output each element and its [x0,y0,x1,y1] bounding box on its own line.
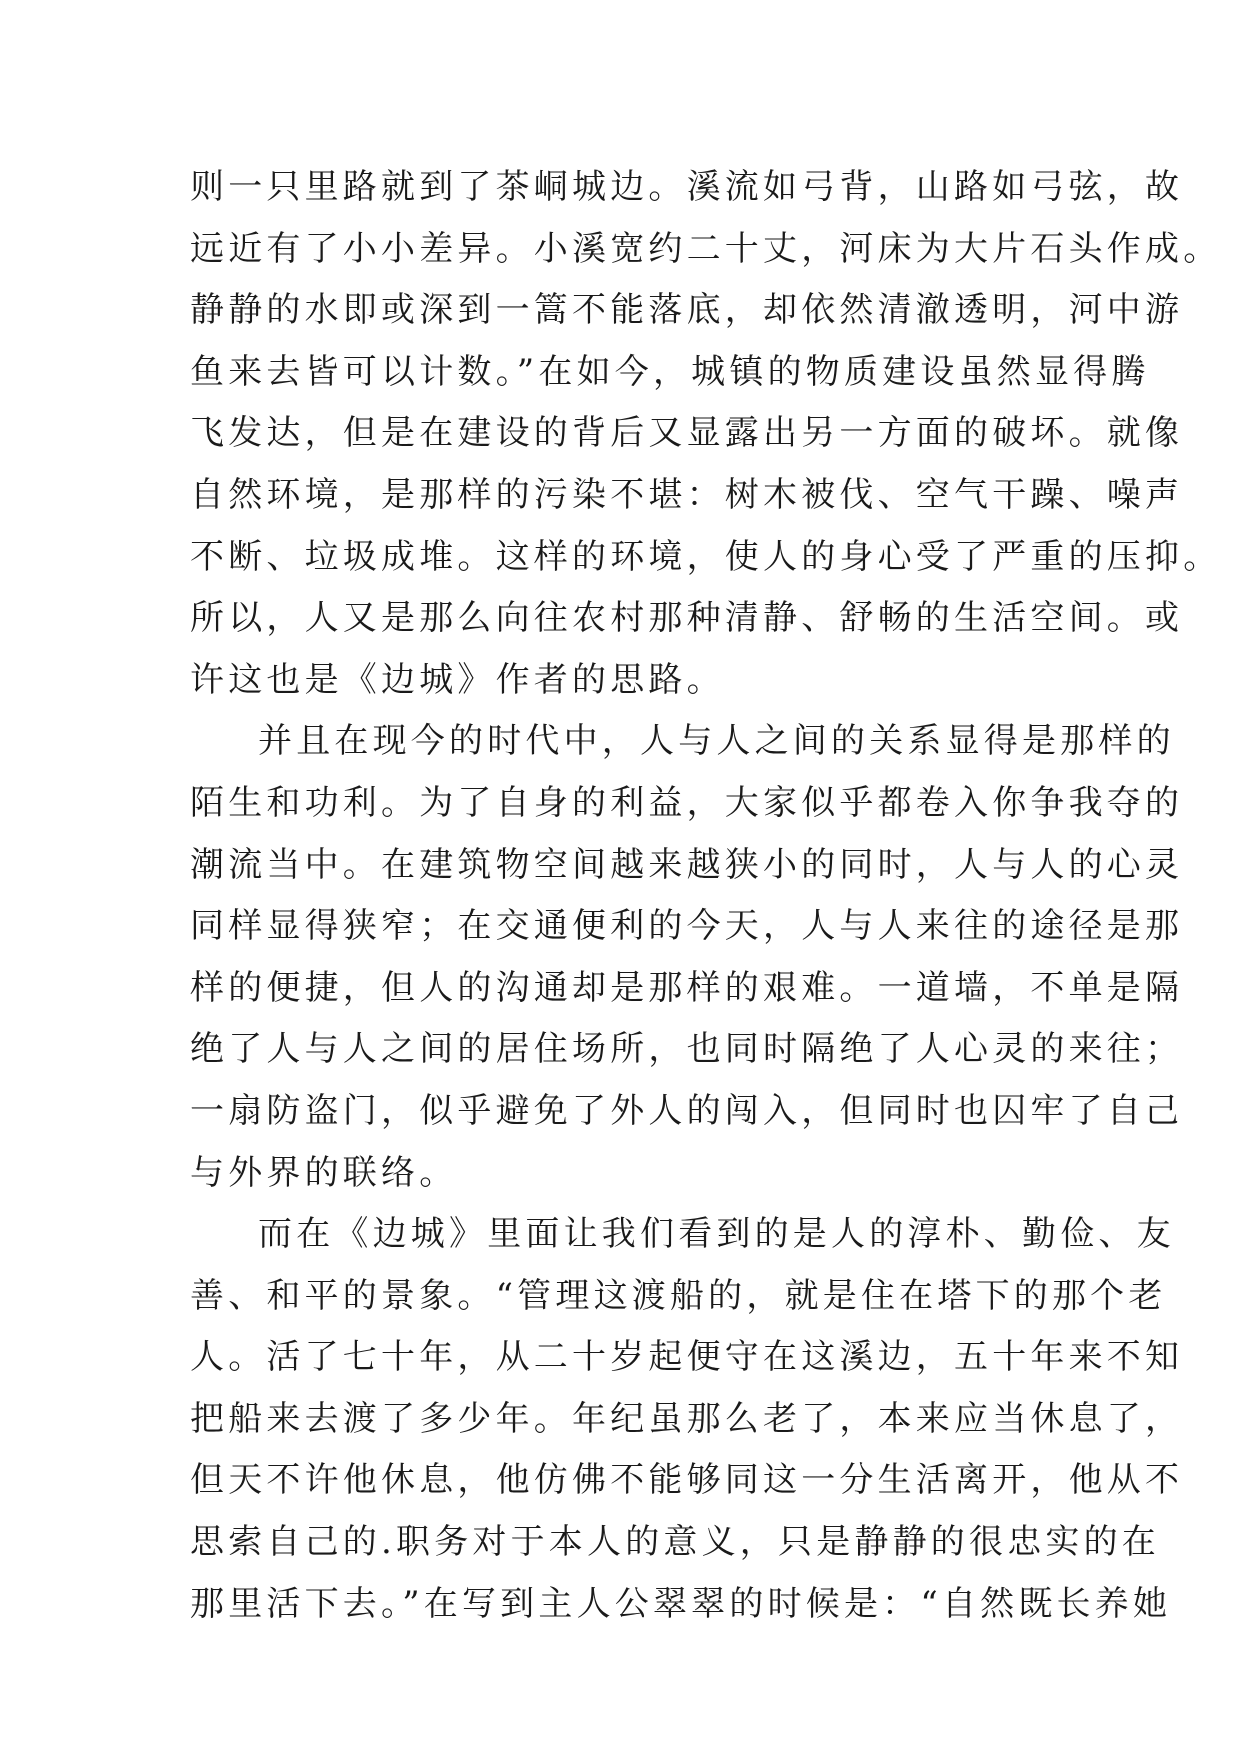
text-line: 静静的水即或深到一篙不能落底，却依然清澈透明，河中游 [190,290,1184,331]
body-text [190,157,1222,1635]
paragraph [190,1204,1184,1635]
text-line: 一扇防盗门，似乎避免了外人的闯入，但同时也囚牢了自己 [190,1090,1184,1131]
text-line: 远近有了小小差异。小溪宽约二十丈，河床为大片石头作成。 [190,228,1222,269]
paragraph [190,157,1222,711]
text-line: 同样显得狭窄；在交通便利的今天，人与人来往的途径是那 [190,906,1184,947]
text-line: 不断、垃圾成堆。这样的环境，使人的身心受了严重的压抑。 [190,536,1222,577]
text-line: 善、和平的景象。“管理这渡船的，就是住在塔下的那个老 [190,1275,1167,1316]
text-line: 所以，人又是那么向往农村那种清静、舒畅的生活空间。或 [190,598,1184,639]
text-line: 许这也是《边城》作者的思路。 [190,659,725,700]
text-line: 与外界的联络。 [190,1152,458,1193]
text-line: 把船来去渡了多少年。年纪虽那么老了，本来应当休息了， [190,1398,1184,1439]
text-line: 而在《边城》里面让我们看到的是人的淳朴、勤俭、友 [258,1214,1175,1255]
text-line: 人。活了七十年，从二十岁起便守在这溪边，五十年来不知 [190,1337,1184,1378]
text-line: 则一只里路就到了茶峒城边。溪流如弓背，山路如弓弦，故 [190,167,1184,207]
paragraph [190,711,1184,1204]
text-line: 飞发达，但是在建设的背后又显露出另一方面的破坏。就像 [190,413,1184,454]
text-line: 思索自己的.职务对于本人的意义，只是静静的很忠实的在 [190,1522,1161,1563]
text-line: 样的便捷，但人的沟通却是那样的艰难。一道墙，不单是隔 [190,967,1184,1008]
text-line: 但天不许他休息，他仿佛不能够同这一分生活离开，他从不 [190,1460,1184,1501]
text-line: 那里活下去。”在写到主人公翠翠的时候是：“自然既长养她 [190,1583,1172,1624]
text-line: 陌生和功利。为了自身的利益，大家似乎都卷入你争我夺的 [190,782,1184,823]
text-line: 潮流当中。在建筑物空间越来越狭小的同时，人与人的心灵 [190,844,1184,885]
text-line: 并且在现今的时代中，人与人之间的关系显得是那样的 [258,721,1175,762]
text-line: 绝了人与人之间的居住场所，也同时隔绝了人心灵的来往； [190,1029,1184,1070]
text-line: 自然环境，是那样的污染不堪：树木被伐、空气干躁、噪声 [190,474,1184,515]
text-line: 鱼来去皆可以计数。”在如今，城镇的物质建设虽然显得腾 [190,351,1150,392]
